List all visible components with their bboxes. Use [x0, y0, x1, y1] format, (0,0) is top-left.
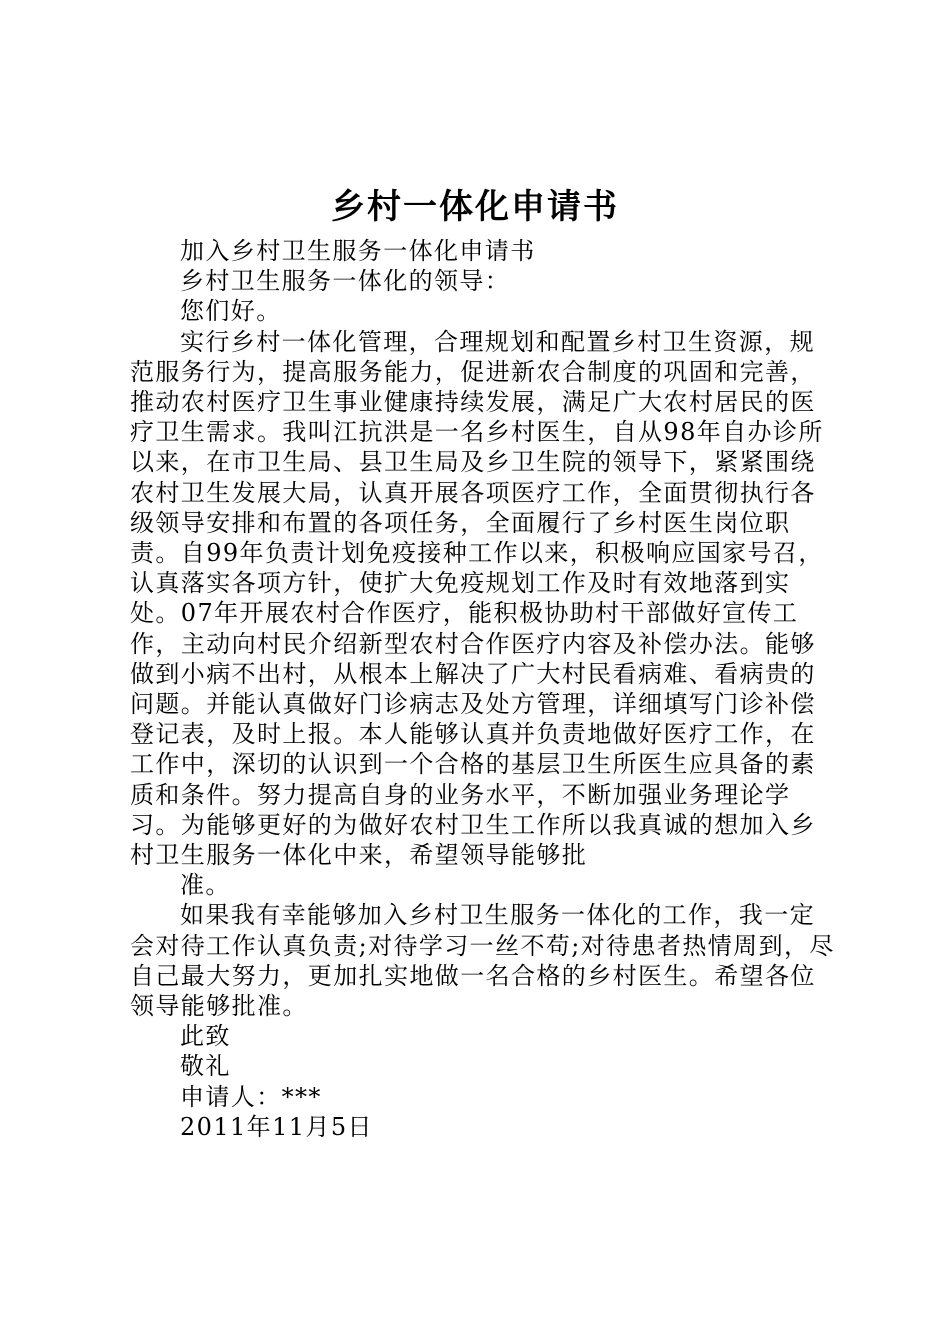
- body-paragraph-closing: 如果我有幸能够加入乡村卫生服务一体化的工作，我一定会对待工作认真负责;对待学习一丝不苟;对待患者热情周到，尽自己最大努力，更加扎实地做一名合格的乡村医生。希望各位领导能够批准。: [130, 901, 835, 1021]
- document-title: 乡村一体化申请书: [331, 187, 619, 227]
- salutation-recipient: 乡村卫生服务一体化的领导：: [180, 267, 511, 296]
- subject-line: 加入乡村卫生服务一体化申请书: [180, 237, 536, 265]
- applicant-signature: 申请人：***: [180, 1082, 322, 1111]
- body-paragraph-main: 实行乡村一体化管理，合理规划和配置乡村卫生资源，规范服务行为，提高服务能力，促进新农合制度的巩固和完善，推动农村医疗卫生事业健康持续发展，满足广大农村居民的医疗卫生需求。我叫江抗洪是一名乡村医生，自从98年自办诊所以来，在市卫生局、县卫生局及乡卫生院的领导下，紧紧围绕农村卫生发展大局，认真开展各项医疗工作，全面贯彻执行各级领导安排和布置的各项任务，全面履行了乡村医生岗位职责。自99年负责计划免疫接种工作以来，积极响应国家号召，认真落实各项方针，使扩大免疫规划工作及时有效地落到实处。07年开展农村合作医疗，能积极协助村干部做好宣传工作，主动向村民介绍新型农村合作医疗内容及补偿办法。能够做到小病不出村，从根本上解决了广大村民看病难、看病贵的问题。并能认真做好门诊病志及处方管理，详细填写门诊补偿登记表，及时上报。本人能够认真并负责地做好医疗工作，在工作中，深切的认识到一个合格的基层卫生所医生应具备的素质和条件。努力提高自身的业务水平，不断加强业务理论学习。为能够更好的为做好农村卫生工作所以我真诚的想加入乡村卫生服务一体化中来，希望领导能够批: [130, 327, 824, 870]
- closing-ci-zhi: 此致: [180, 1022, 231, 1051]
- document-body: [130, 236, 840, 1142]
- body-paragraph-continuation: 准。: [180, 871, 231, 900]
- greeting: 您们好。: [180, 297, 282, 326]
- closing-jing-li: 敬礼: [180, 1052, 231, 1081]
- application-date: 2011年11月5日: [180, 1112, 373, 1141]
